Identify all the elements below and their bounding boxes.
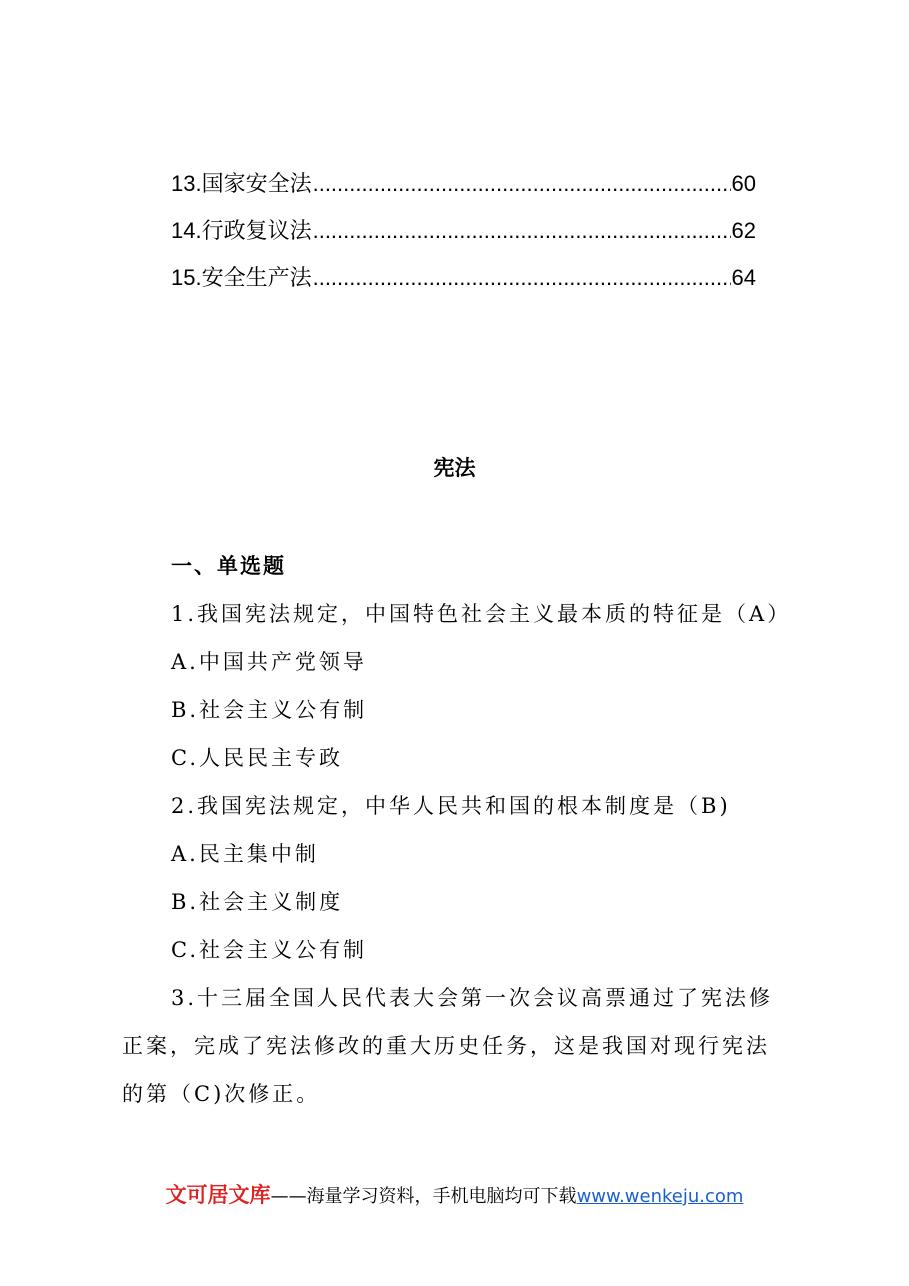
question-type-heading: 一、单选题 <box>171 553 286 578</box>
question-2: 2.我国宪法规定，中华人民共和国的根本制度是（B) <box>171 794 731 818</box>
footer-slogan: ——海量学习资料，手机电脑均可下载 <box>270 1186 577 1207</box>
question-3-line-2: 正案，完成了宪法修改的重大历史任务，这是我国对现行宪法 <box>122 1034 770 1058</box>
question-3-line-1: 3.十三届全国人民代表大会第一次会议高票通过了宪法修 <box>171 986 774 1010</box>
question-1-option-b: B.社会主义公有制 <box>171 698 368 722</box>
toc-entry[interactable] <box>171 166 756 213</box>
table-of-contents <box>171 166 756 307</box>
question-1-option-c: C.人民民主专政 <box>171 746 343 770</box>
section-title: 宪法 <box>433 455 476 480</box>
question-3-line-3: 的第（C)次修正。 <box>122 1082 321 1106</box>
toc-dot-leader <box>313 166 731 202</box>
brand-name: 文可居文库 <box>165 1183 271 1207</box>
toc-entry-page: 64 <box>731 265 756 290</box>
question-1: 1.我国宪法规定，中国特色社会主义最本质的特征是（A） <box>171 602 792 626</box>
toc-entry-title: 13.国家安全法 <box>171 171 312 196</box>
question-2-option-b: B.社会主义制度 <box>171 890 344 914</box>
website-link[interactable]: www.wenkeju.com <box>576 1186 744 1207</box>
toc-entry-title: 15.安全生产法 <box>171 265 312 290</box>
page-footer <box>0 1180 909 1212</box>
question-2-option-a: A.民主集中制 <box>171 842 319 866</box>
question-1-option-a: A.中国共产党领导 <box>171 650 367 674</box>
toc-entry[interactable] <box>171 213 756 260</box>
question-2-option-c: C.社会主义公有制 <box>171 938 367 962</box>
toc-entry-page: 60 <box>731 171 756 196</box>
toc-dot-leader <box>313 260 731 296</box>
toc-dot-leader <box>313 213 731 249</box>
document-body <box>122 548 802 1124</box>
toc-entry-title: 14.行政复议法 <box>171 218 312 243</box>
toc-entry[interactable] <box>171 260 756 307</box>
toc-entry-page: 62 <box>731 218 756 243</box>
